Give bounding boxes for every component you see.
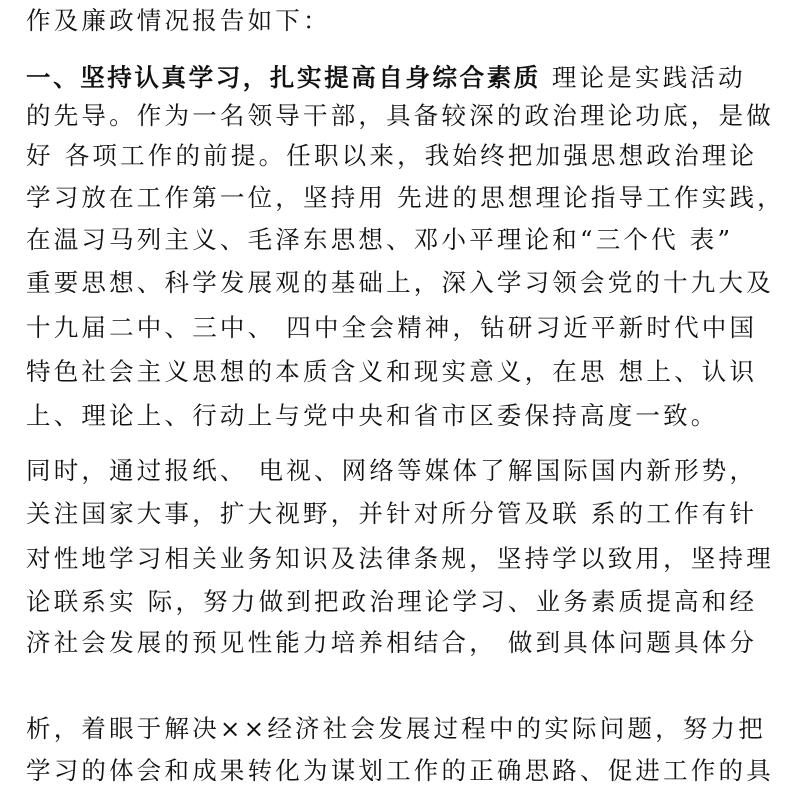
intro-line: 作及廉政情况报告如下： [26,6,331,35]
section1-line: 重要思想、科学发展观的基础上，深入学习领会党的十九大及 [26,268,774,297]
section1-line: 特色社会主义思想的本质含义和现实意义，在思 想上、认识 [26,357,758,386]
section1-line: 上、理论上、行动上与党中央和省市区委保持高度一致。 [26,401,719,430]
paragraph2-line: 关注国家大事，扩大视野，并针对所分管及联 系的工作有针 [26,499,758,528]
paragraph2-line: 同时，通过报纸、 电视、网络等媒体了解国际国内新形势， [26,456,758,485]
paragraph2-line: 济社会发展的预见性能力培养相结合， 做到具体问题具体分 [26,628,758,657]
paragraph2-line: 论联系实 际，努力做到把政治理论学习、业务素质提高和经 [26,587,758,616]
paragraph3-line: 析，着眼于解决××经济社会发展过程中的实际问题，努力把 [26,714,766,743]
paragraph2-line: 对性地学习相关业务知识及法律条规，坚持学以致用，坚持理 [26,544,774,573]
section1-heading: 一、坚持认真学习，扎实提高自身综合素质 [26,63,541,92]
section1-line: 十九届二中、三中、 四中全会精神，钻研习近平新时代中国 [26,313,758,342]
section1-first-line-rest: 理论是实践活动 [540,63,746,92]
section1-first-line [26,61,786,95]
section1-line: 好 各项工作的前提。任职以来，我始终把加强思想政治理论 [26,141,758,170]
section1-line: 的先导。作为一名领导干部，具备较深的政治理论功底，是做 [26,101,774,130]
section1-line: 学习放在工作第一位，坚持用 先进的思想理论指导工作实践， [26,183,785,212]
section1-line: 在温习马列主义、毛泽东思想、邓小平理论和“三个代 表” [26,225,734,254]
paragraph3-line: 学习的体会和成果转化为谋划工作的正确思路、促进工作的具 [26,756,774,785]
